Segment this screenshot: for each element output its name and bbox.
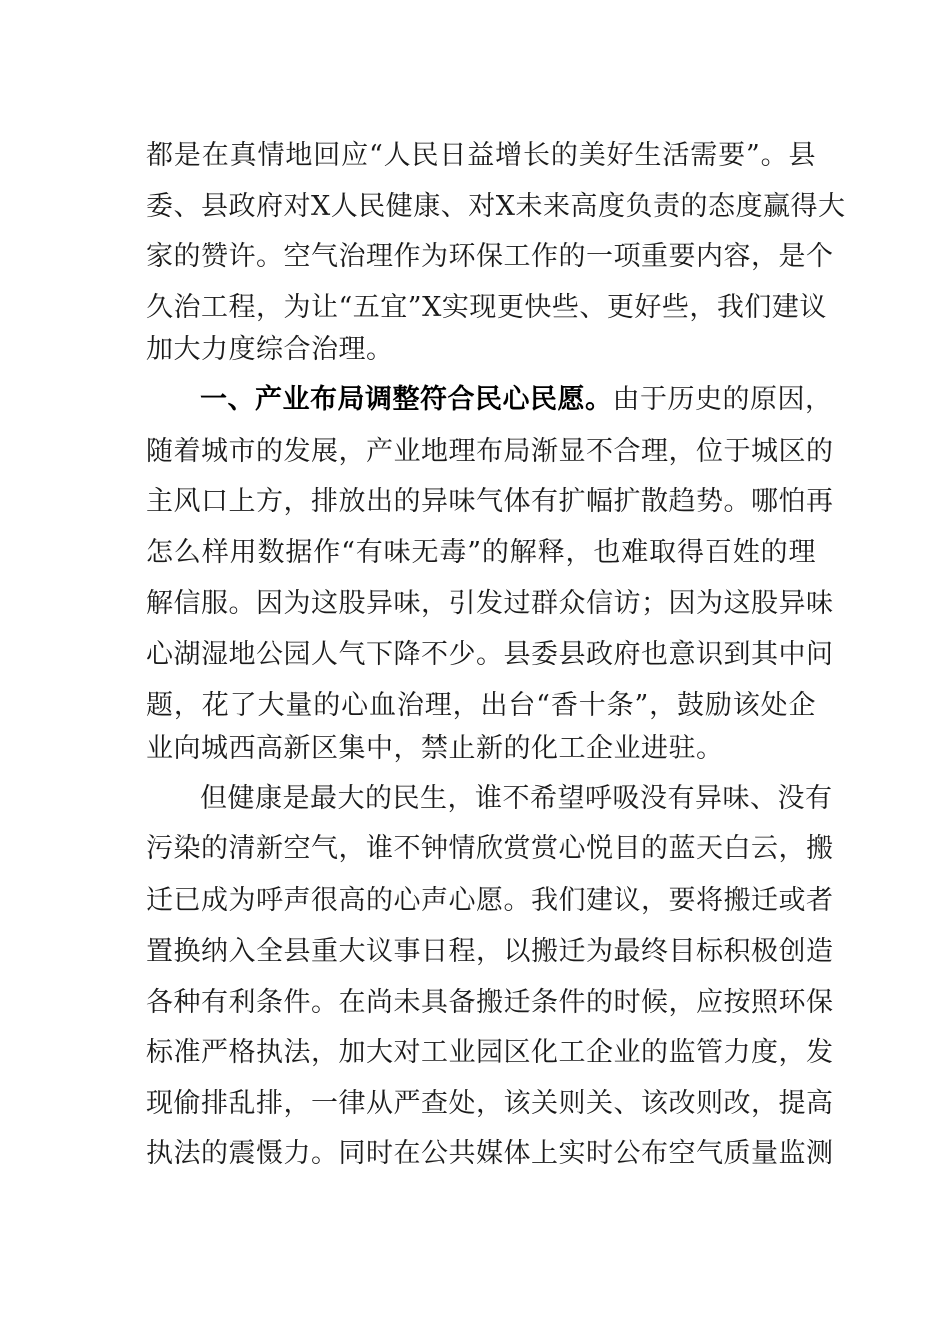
section-heading-line xyxy=(200,380,833,420)
paragraph-line: 标准严格执法，加大对工业园区化工企业的监管力度，发 xyxy=(146,1037,834,1068)
paragraph-line: 主风口上方，排放出的异味气体有扩幅扩散趋势。哪怕再 xyxy=(146,486,834,517)
paragraph-line: 委、县政府对X人民健康、对X未来高度负责的态度赢得大 xyxy=(146,191,846,222)
paragraph-line: 置换纳入全县重大议事日程，以搬迁为最终目标积极创造 xyxy=(146,936,834,967)
paragraph-line: 各种有利条件。在尚未具备搬迁条件的时候，应按照环保 xyxy=(146,987,834,1018)
paragraph-line: 久治工程，为让“五宜”X实现更快些、更好些，我们建议 xyxy=(146,292,827,323)
paragraph-line: 迁已成为呼声很高的心声心愿。我们建议，要将搬迁或者 xyxy=(146,885,834,916)
section-heading: 一、产业布局调整符合民心民愿。 xyxy=(200,384,613,415)
paragraph-line: 都是在真情地回应“人民日益增长的美好生活需要”。县 xyxy=(146,140,816,171)
paragraph-line: 但健康是最大的民生，谁不希望呼吸没有异味、没有 xyxy=(200,783,833,814)
paragraph-line: 业向城西高新区集中，禁止新的化工企业进驻。 xyxy=(146,733,724,764)
paragraph-line: 心湖湿地公园人气下降不少。县委县政府也意识到其中问 xyxy=(146,639,834,670)
paragraph-line: 加大力度综合治理。 xyxy=(146,334,394,365)
paragraph-line: 现偷排乱排，一律从严查处，该关则关、该改则改，提高 xyxy=(146,1088,834,1119)
paragraph-line: 题，花了大量的心血治理，出台“香十条”，鼓励该处企 xyxy=(146,690,816,721)
paragraph-line: 解信服。因为这股异味，引发过群众信访；因为这股异味 xyxy=(146,588,834,619)
paragraph-line: 怎么样用数据作“有味无毒”的解释，也难取得百姓的理 xyxy=(146,537,816,568)
paragraph-line: 随着城市的发展，产业地理布局渐显不合理，位于城区的 xyxy=(146,436,834,467)
paragraph-line: 污染的清新空气，谁不钟情欣赏赏心悦目的蓝天白云，搬 xyxy=(146,833,834,864)
paragraph-line: 执法的震慑力。同时在公共媒体上实时公布空气质量监测 xyxy=(146,1138,834,1169)
paragraph-text: 由于历史的原因， xyxy=(612,384,833,415)
paragraph-line: 家的赞许。空气治理作为环保工作的一项重要内容，是个 xyxy=(146,241,834,272)
